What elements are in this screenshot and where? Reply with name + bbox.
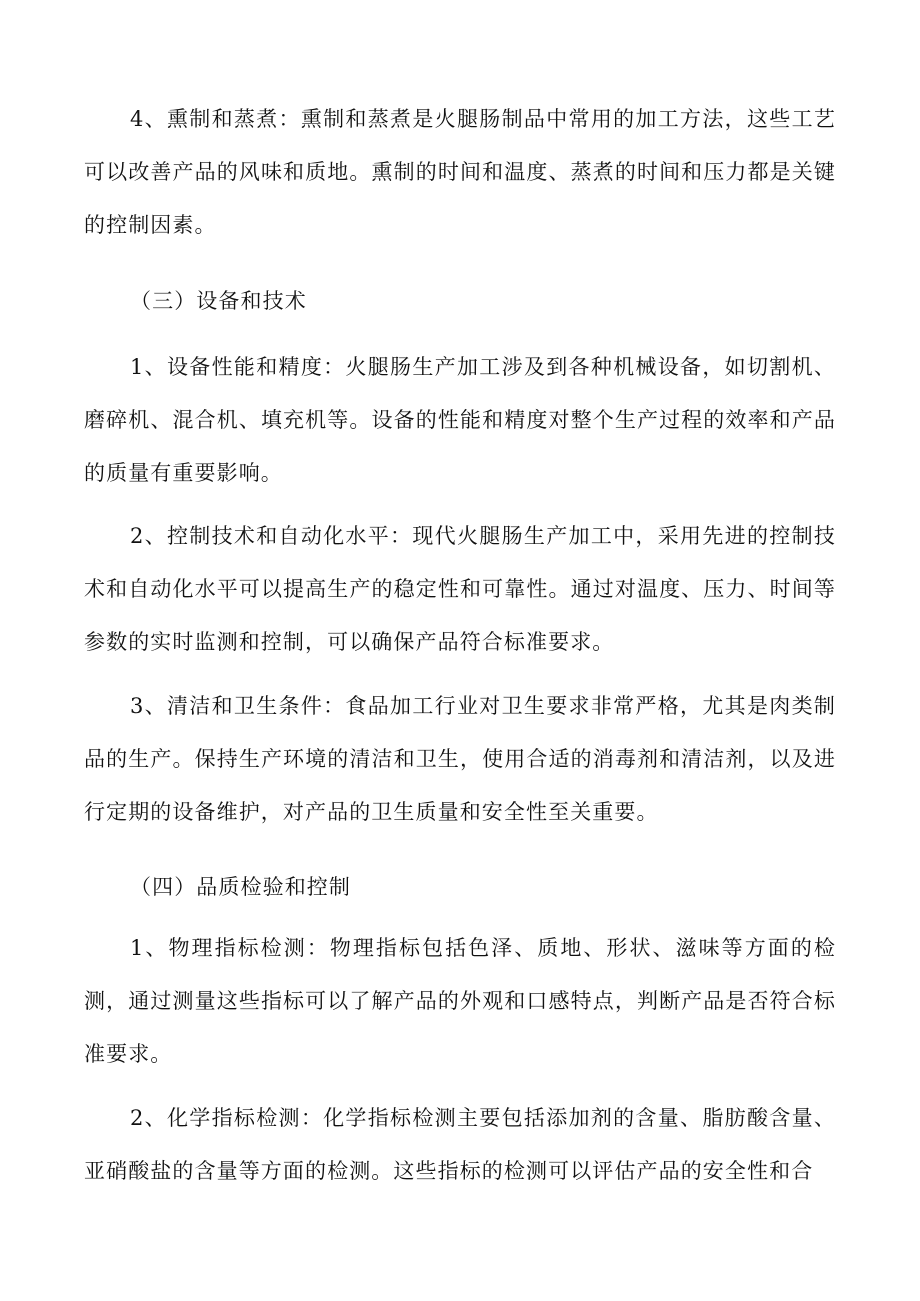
paragraph-chemical-indicators xyxy=(84,1092,836,1198)
section-heading-quality: （四）品质检验和控制 xyxy=(130,875,351,899)
paragraph-physical-indicators xyxy=(84,922,836,1081)
section-heading-equipment: （三）设备和技术 xyxy=(130,289,307,313)
paragraph-text: 1、物理指标检测：物理指标包括色泽、质地、形状、滋味等方面的检测，通过测量这些指标可以了解产品的外观和口感特点，判断产品是否符合标准要求。 xyxy=(84,936,836,1066)
paragraph-text: 2、化学指标检测：化学指标检测主要包括添加剂的含量、脂肪酸含量、亚硝酸盐的含量等方面的检测。这些指标的检测可以评估产品的安全性和合 xyxy=(84,1106,836,1183)
paragraph-text: 1、设备性能和精度：火腿肠生产加工涉及到各种机械设备，如切割机、磨碎机、混合机、填充机等。设备的性能和精度对整个生产过程的效率和产品的质量有重要影响。 xyxy=(84,355,836,485)
paragraph-smoking-cooking xyxy=(84,93,836,252)
paragraph-hygiene xyxy=(84,680,836,839)
paragraph-equipment-performance xyxy=(84,341,836,500)
paragraph-text: 3、清洁和卫生条件：食品加工行业对卫生要求非常严格，尤其是肉类制品的生产。保持生产环境的清洁和卫生，使用合适的消毒剂和清洁剂，以及进行定期的设备维护，对产品的卫生质量和安全性至关重要。 xyxy=(84,694,836,824)
paragraph-text: 2、控制技术和自动化水平：现代火腿肠生产加工中，采用先进的控制技术和自动化水平可以提高生产的稳定性和可靠性。通过对温度、压力、时间等参数的实时监测和控制，可以确保产品符合标准要求。 xyxy=(84,524,836,654)
paragraph-text: 4、熏制和蒸煮：熏制和蒸煮是火腿肠制品中常用的加工方法，这些工艺可以改善产品的风味和质地。熏制的时间和温度、蒸煮的时间和压力都是关键的控制因素。 xyxy=(84,107,836,237)
paragraph-control-automation xyxy=(84,510,836,669)
